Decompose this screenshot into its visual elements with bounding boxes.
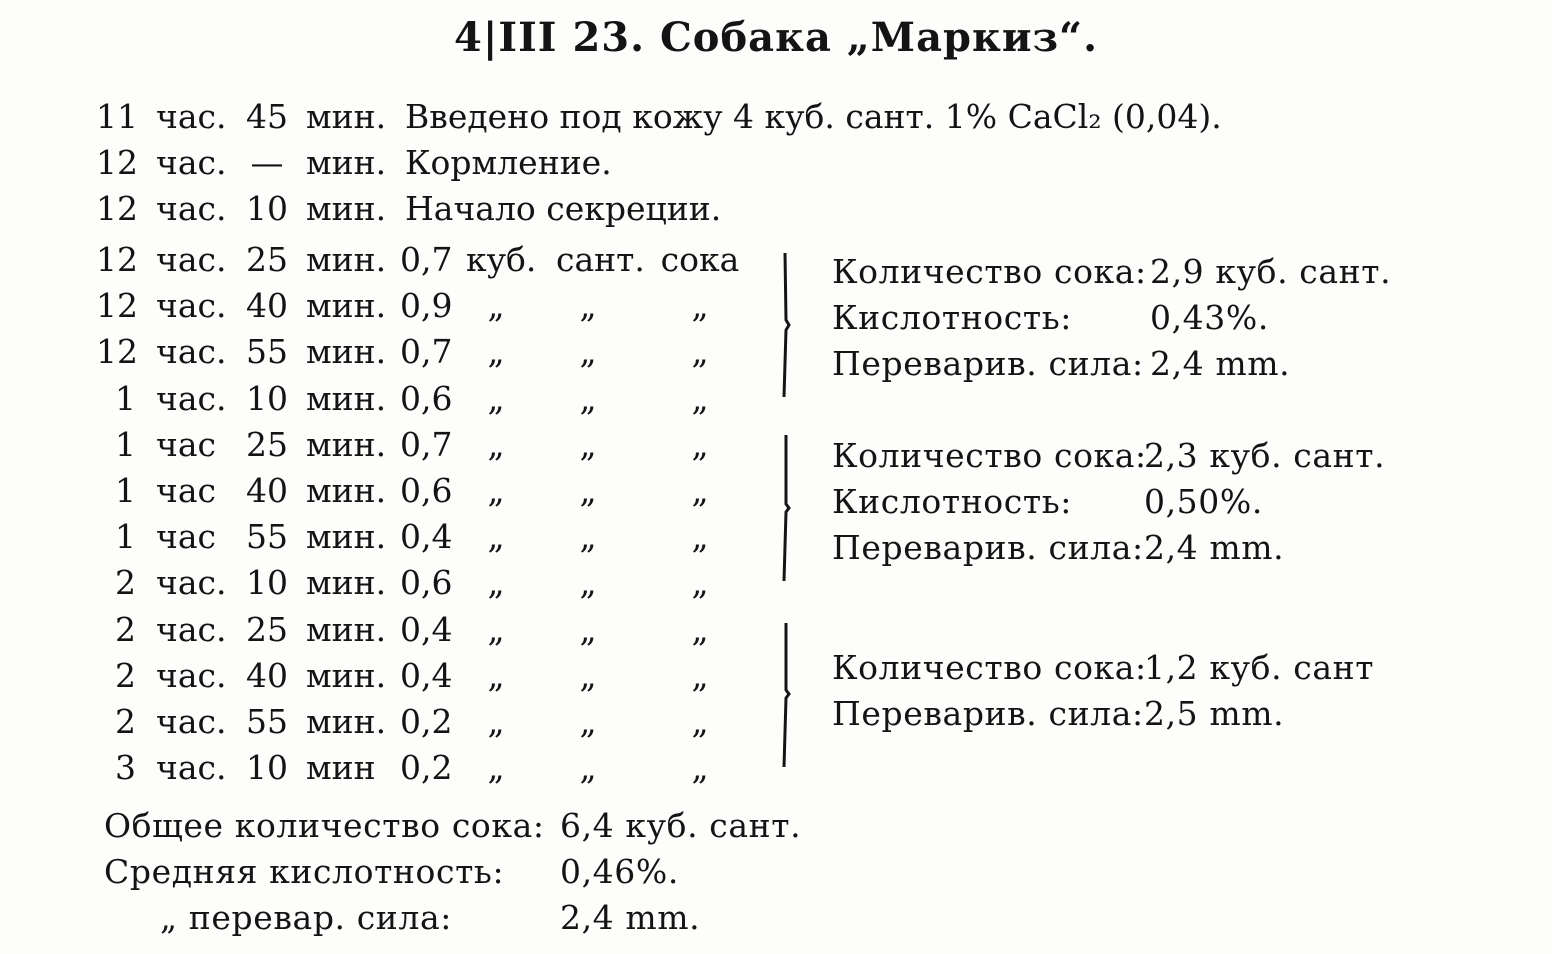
total-label: „ перевар. сила: [160, 898, 452, 937]
unit-1: „ [487, 378, 505, 418]
summary-value: 0,43%. [1150, 298, 1269, 337]
reading-row [0, 702, 780, 748]
summary-label: Количество сока: [832, 436, 1147, 475]
hour: 3 [115, 748, 136, 788]
minute-unit: мин. [306, 97, 387, 136]
hour-unit: час. [156, 702, 227, 741]
reading-row [0, 748, 780, 794]
average-digestive-power [160, 898, 701, 937]
total-label: Общее количество сока: [104, 806, 545, 845]
reading-row [0, 240, 780, 286]
summary-value: 1,2 куб. сант [1144, 648, 1375, 687]
hour: 1 [115, 378, 136, 418]
total-label: Средняя кислотность: [104, 852, 505, 891]
unit-3: „ [691, 702, 709, 741]
summary-label: Переварив. сила: [832, 694, 1144, 733]
hour: 12 [96, 143, 138, 182]
hour: 1 [115, 517, 136, 557]
volume-value: 0,4 [400, 655, 453, 695]
average-acidity [104, 852, 679, 891]
unit-3: „ [691, 424, 709, 464]
unit-2: „ [579, 471, 597, 510]
minute: 10 [246, 563, 288, 603]
unit-2: „ [579, 517, 597, 557]
hour: 12 [96, 189, 138, 228]
hour-unit: час [156, 517, 216, 557]
unit-2: „ [579, 378, 597, 418]
unit-3: „ [691, 286, 709, 326]
hour-unit: час. [156, 97, 227, 136]
reading-row [0, 563, 780, 609]
reading-row [0, 517, 780, 563]
intro-line [0, 189, 1552, 235]
total-value: 6,4 куб. сант. [560, 806, 802, 845]
unit-1: „ [487, 286, 505, 326]
unit-2: сант. [556, 240, 645, 279]
unit-1: „ [487, 332, 505, 372]
reading-row [0, 332, 780, 378]
hour-unit: час. [156, 189, 227, 228]
unit-3: „ [691, 332, 709, 372]
summary-label: Переварив. сила: [832, 528, 1144, 567]
summary-label: Кислотность: [832, 482, 1072, 521]
summary-value: 2,9 куб. сант. [1150, 252, 1392, 291]
summary-label: Количество сока: [832, 252, 1147, 291]
summary-label: Переварив. сила: [832, 344, 1144, 383]
minute: 10 [246, 378, 288, 418]
minute-unit: мин. [306, 332, 387, 372]
volume-value: 0,7 [400, 332, 453, 372]
hour: 2 [115, 563, 136, 603]
hour-unit: час. [156, 748, 227, 788]
event-text: Кормление. [405, 143, 612, 182]
unit-3: „ [691, 471, 709, 510]
group-brace-2 [778, 432, 792, 584]
hour: 11 [96, 97, 138, 136]
unit-1: „ [487, 471, 505, 510]
minute: 55 [246, 702, 288, 741]
unit-1: куб. [466, 240, 537, 279]
group-brace-3 [778, 620, 792, 770]
volume-value: 0,2 [400, 748, 453, 788]
hour: 1 [115, 471, 136, 510]
hour-unit: час [156, 424, 216, 464]
minute-unit: мин. [306, 517, 387, 557]
event-text: Начало секреции. [405, 189, 722, 228]
reading-row [0, 425, 780, 471]
unit-1: „ [487, 655, 505, 695]
reading-row [0, 286, 780, 332]
minute: 40 [246, 471, 288, 510]
minute: 25 [246, 609, 288, 649]
volume-value: 0,9 [400, 286, 453, 326]
minute: 25 [246, 240, 288, 279]
unit-2: „ [579, 286, 597, 326]
unit-2: „ [579, 609, 597, 649]
unit-1: „ [487, 517, 505, 557]
volume-value: 0,7 [400, 240, 453, 279]
minute: — [250, 143, 284, 182]
minute-unit: мин. [306, 378, 387, 418]
minute-unit: мин. [306, 471, 387, 510]
minute: 10 [246, 189, 288, 228]
intro-line [0, 97, 1552, 143]
hour: 2 [115, 609, 136, 649]
total-value: 0,46%. [560, 852, 679, 891]
minute: 25 [246, 424, 288, 464]
minute: 40 [246, 286, 288, 326]
hour-unit: час. [156, 332, 227, 372]
minute-unit: мин. [306, 655, 387, 695]
unit-3: сока [660, 240, 740, 279]
hour-unit: час. [156, 609, 227, 649]
reading-row [0, 379, 780, 425]
minute-unit: мин. [306, 609, 387, 649]
hour-unit: час. [156, 240, 227, 279]
summary-value: 2,3 куб. сант. [1144, 436, 1386, 475]
hour: 2 [115, 702, 136, 741]
minute: 55 [246, 332, 288, 372]
minute-unit: мин [306, 748, 376, 788]
unit-1: „ [487, 609, 505, 649]
volume-value: 0,2 [400, 702, 453, 741]
volume-value: 0,6 [400, 471, 453, 510]
volume-value: 0,7 [400, 424, 453, 464]
total-amount [104, 806, 802, 845]
event-text: Введено под кожу 4 куб. сант. 1% CaCl₂ (0,04). [405, 97, 1222, 136]
minute: 10 [246, 748, 288, 788]
summary-label: Кислотность: [832, 298, 1072, 337]
hour-unit: час. [156, 655, 227, 695]
hour: 1 [115, 424, 136, 464]
reading-row [0, 610, 780, 656]
total-value: 2,4 mm. [560, 898, 701, 937]
unit-3: „ [691, 748, 709, 788]
hour: 2 [115, 655, 136, 695]
minute-unit: мин. [306, 424, 387, 464]
reading-row [0, 656, 780, 702]
summary-label: Количество сока: [832, 648, 1147, 687]
summary-value: 2,5 mm. [1144, 694, 1285, 733]
hour-unit: час. [156, 286, 227, 326]
minute-unit: мин. [306, 563, 387, 603]
hour-unit: час. [156, 378, 227, 418]
summary-value: 0,50%. [1144, 482, 1263, 521]
volume-value: 0,4 [400, 609, 453, 649]
unit-1: „ [487, 748, 505, 788]
minute: 55 [246, 517, 288, 557]
volume-value: 0,6 [400, 378, 453, 418]
intro-line [0, 143, 1552, 189]
summary-value: 2,4 mm. [1144, 528, 1285, 567]
hour-unit: час. [156, 143, 227, 182]
unit-2: „ [579, 655, 597, 695]
minute-unit: мин. [306, 286, 387, 326]
unit-3: „ [691, 609, 709, 649]
unit-3: „ [691, 517, 709, 557]
summary-value: 2,4 mm. [1150, 344, 1291, 383]
hour: 12 [96, 240, 138, 279]
unit-3: „ [691, 563, 709, 603]
unit-1: „ [487, 424, 505, 464]
minute-unit: мин. [306, 143, 387, 182]
unit-2: „ [579, 563, 597, 603]
unit-2: „ [579, 424, 597, 464]
unit-1: „ [487, 563, 505, 603]
volume-value: 0,6 [400, 563, 453, 603]
minute: 45 [246, 97, 288, 136]
unit-2: „ [579, 332, 597, 372]
unit-1: „ [487, 702, 505, 741]
unit-2: „ [579, 748, 597, 788]
group-brace-1 [778, 250, 792, 400]
hour: 12 [96, 286, 138, 326]
page-title: 4|III 23. Собака „Маркиз“. [454, 14, 1098, 61]
unit-3: „ [691, 378, 709, 418]
minute-unit: мин. [306, 240, 387, 279]
unit-2: „ [579, 702, 597, 741]
hour: 12 [96, 332, 138, 372]
hour-unit: час. [156, 563, 227, 603]
volume-value: 0,4 [400, 517, 453, 557]
hour-unit: час [156, 471, 216, 510]
minute: 40 [246, 655, 288, 695]
reading-row [0, 471, 780, 517]
minute-unit: мин. [306, 702, 387, 741]
unit-3: „ [691, 655, 709, 695]
minute-unit: мин. [306, 189, 387, 228]
